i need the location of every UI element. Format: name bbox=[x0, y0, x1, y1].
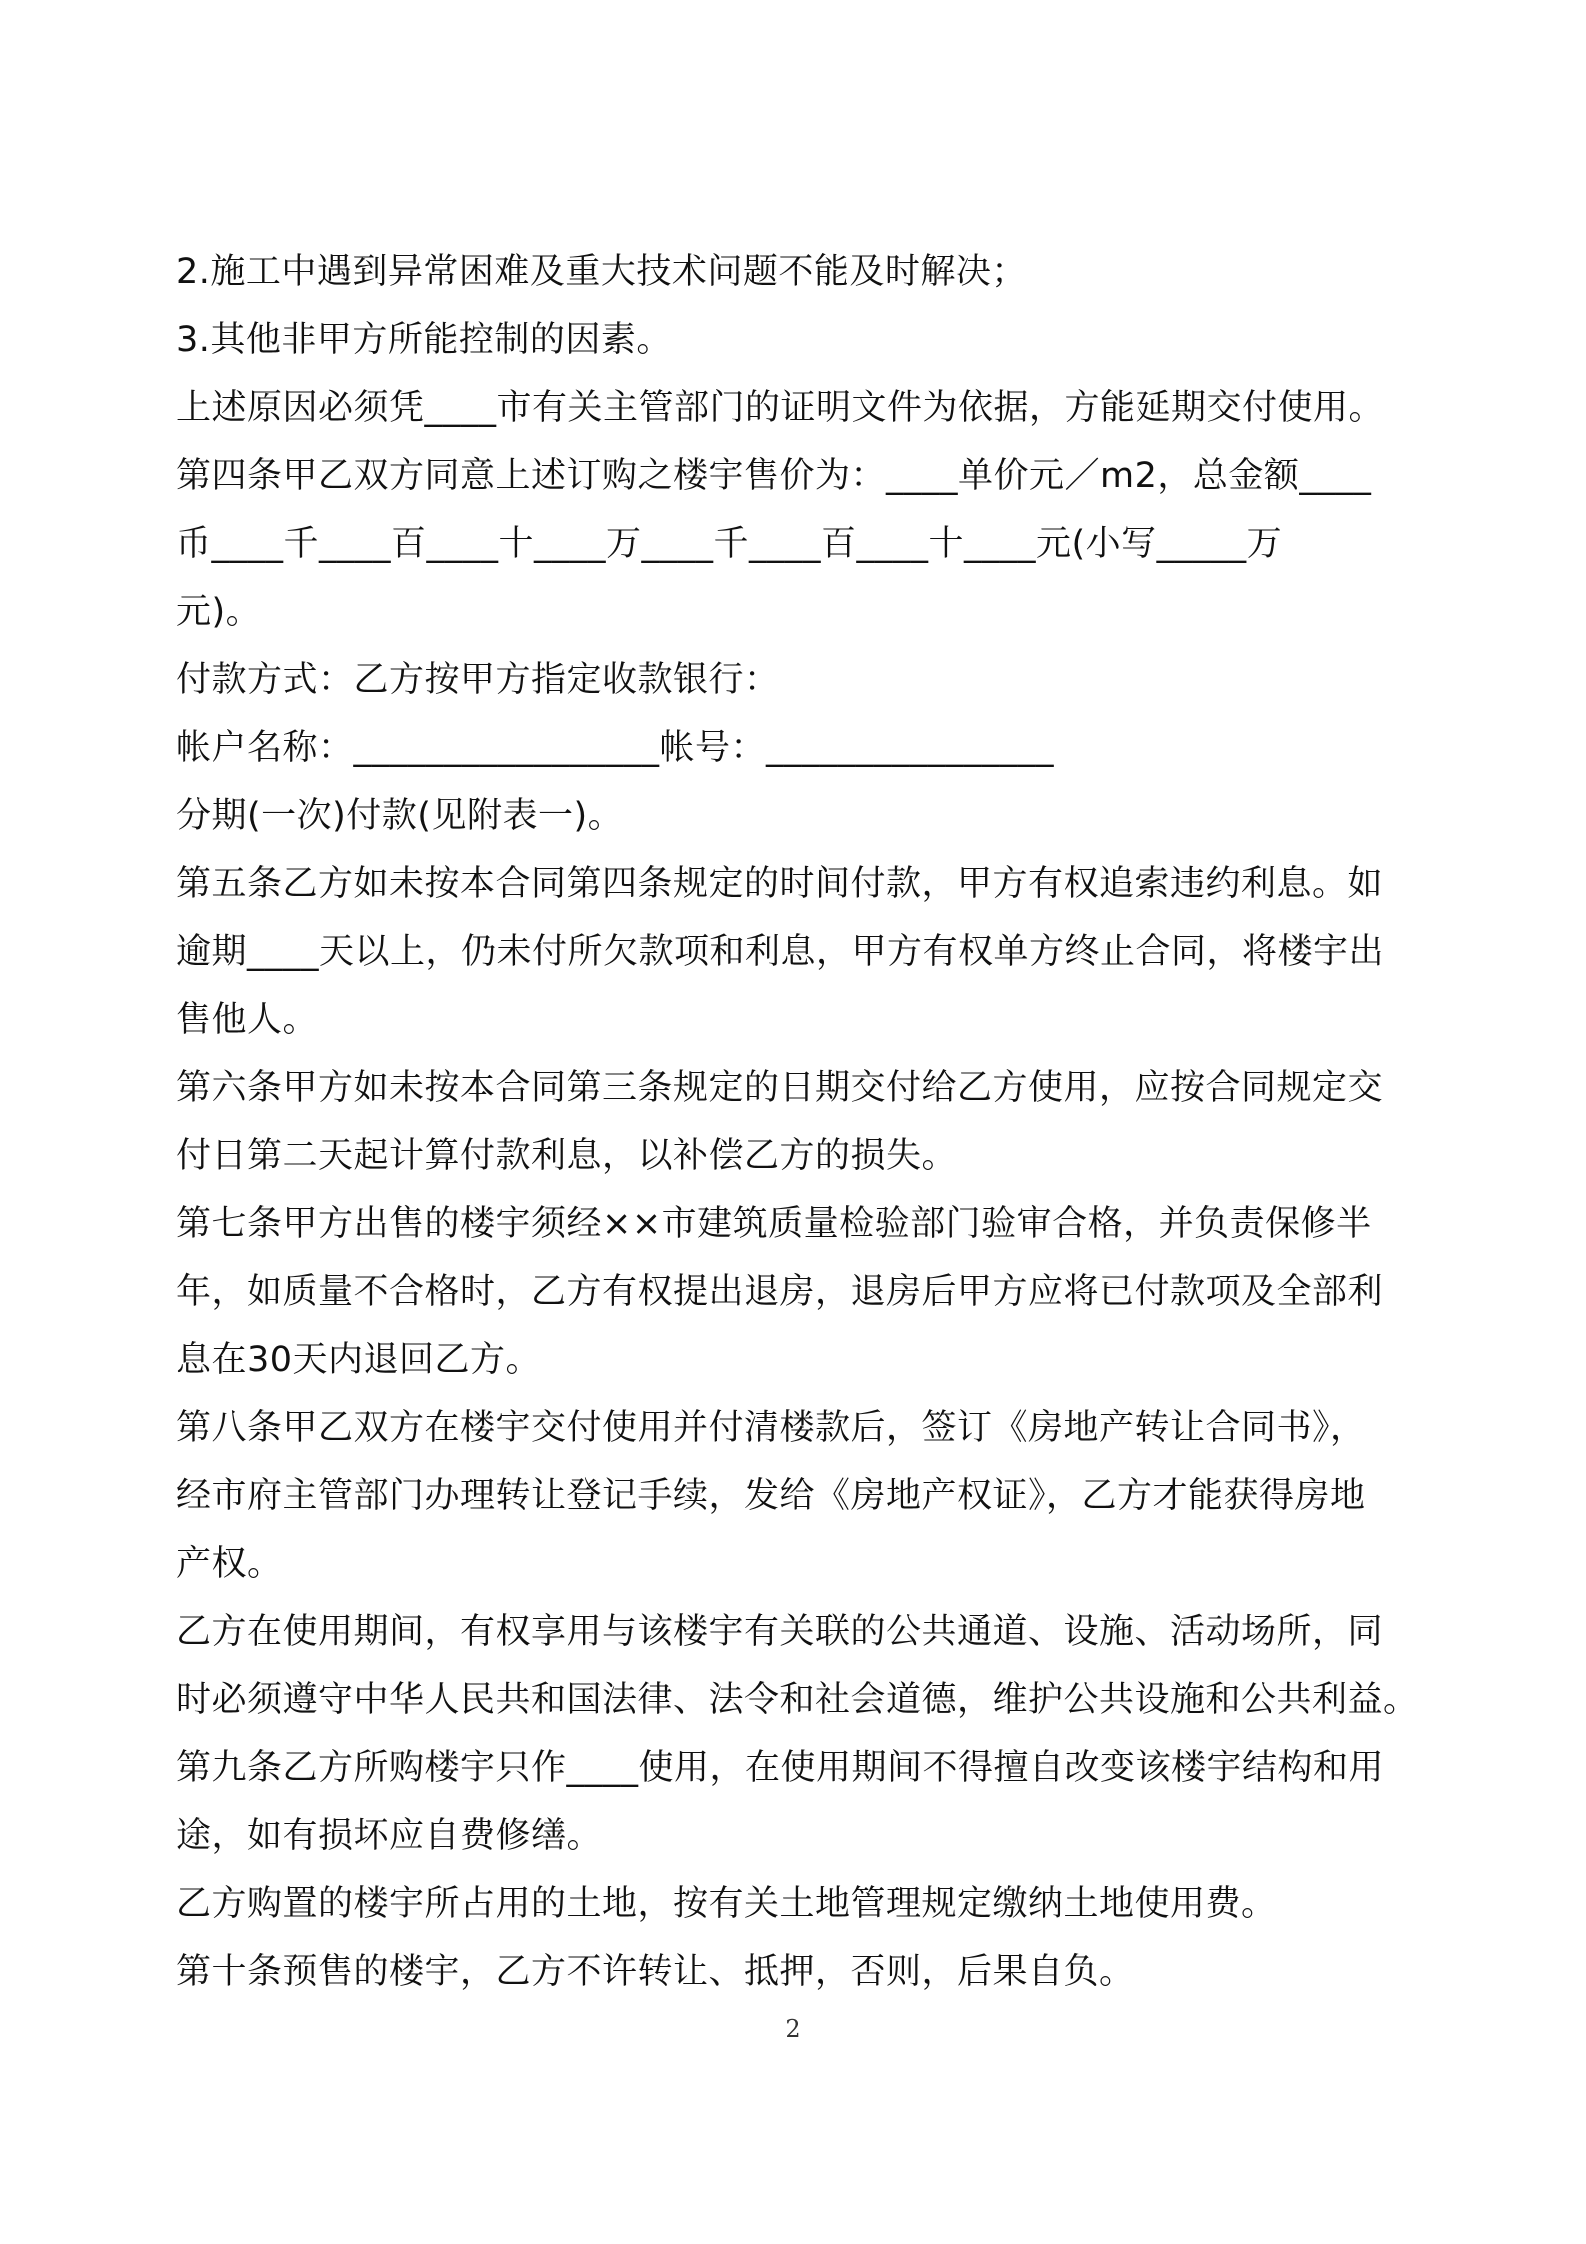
text-line: 第五条乙方如未按本合同第四条规定的时间付款，甲方有权追索违约利息。如 bbox=[176, 864, 1384, 904]
text-line: 经市府主管部门办理转让登记手续，发给《房地产权证》，乙方才能获得房地 bbox=[176, 1476, 1366, 1516]
text-line: 年，如质量不合格时，乙方有权提出退房，退房后甲方应将已付款项及全部利 bbox=[176, 1272, 1384, 1312]
text-line: 售他人。 bbox=[176, 1000, 319, 1040]
text-line: 3.其他非甲方所能控制的因素。 bbox=[176, 320, 672, 360]
text-line: 乙方在使用期间，有权享用与该楼宇有关联的公共通道、设施、活动场所，同 bbox=[176, 1612, 1384, 1652]
text-line: 帐户名称：_________________帐号：________________ bbox=[176, 728, 1055, 768]
text-line: 币____千____百____十____万____千____百____十____元(小写_____万 bbox=[176, 524, 1283, 564]
text-line: 途，如有损坏应自费修缮。 bbox=[176, 1816, 603, 1856]
contract-body-text bbox=[176, 238, 1466, 2006]
text-line: 逾期____天以上，仍未付所欠款项和利息，甲方有权单方终止合同，将楼宇出 bbox=[176, 932, 1385, 972]
text-line: 第六条甲方如未按本合同第三条规定的日期交付给乙方使用，应按合同规定交 bbox=[176, 1068, 1384, 1108]
text-line: 乙方购置的楼宇所占用的土地，按有关土地管理规定缴纳土地使用费。 bbox=[176, 1884, 1277, 1924]
text-line: 第七条甲方出售的楼宇须经××市建筑质量检验部门验审合格，并负责保修半 bbox=[176, 1204, 1372, 1244]
text-line: 时必须遵守中华人民共和国法律、法令和社会道德，维护公共设施和公共利益。 bbox=[176, 1680, 1419, 1720]
text-line: 付款方式：乙方按甲方指定收款银行： bbox=[176, 660, 780, 700]
text-line: 第九条乙方所购楼宇只作____使用，在使用期间不得擅自改变该楼宇结构和用 bbox=[176, 1748, 1385, 1788]
text-line: 元)。 bbox=[176, 592, 262, 632]
text-line: 第十条预售的楼宇，乙方不许转让、抵押，否则，后果自负。 bbox=[176, 1952, 1135, 1992]
text-line: 产权。 bbox=[176, 1544, 283, 1584]
text-line: 上述原因必须凭____市有关主管部门的证明文件为依据，方能延期交付使用。 bbox=[176, 388, 1385, 428]
page-number: 2 bbox=[785, 2015, 801, 2043]
text-line: 息在30天内退回乙方。 bbox=[176, 1340, 542, 1380]
text-line: 第八条甲乙双方在楼宇交付使用并付清楼款后，签订《房地产转让合同书》， bbox=[176, 1408, 1366, 1448]
text-line: 付日第二天起计算付款利息，以补偿乙方的损失。 bbox=[176, 1136, 958, 1176]
text-line: 第四条甲乙双方同意上述订购之楼宇售价为：____单价元／m2，总金额____ bbox=[176, 456, 1372, 496]
text-line: 2.施工中遇到异常困难及重大技术问题不能及时解决； bbox=[176, 252, 1027, 292]
text-line: 分期(一次)付款(见附表一)。 bbox=[176, 796, 624, 836]
